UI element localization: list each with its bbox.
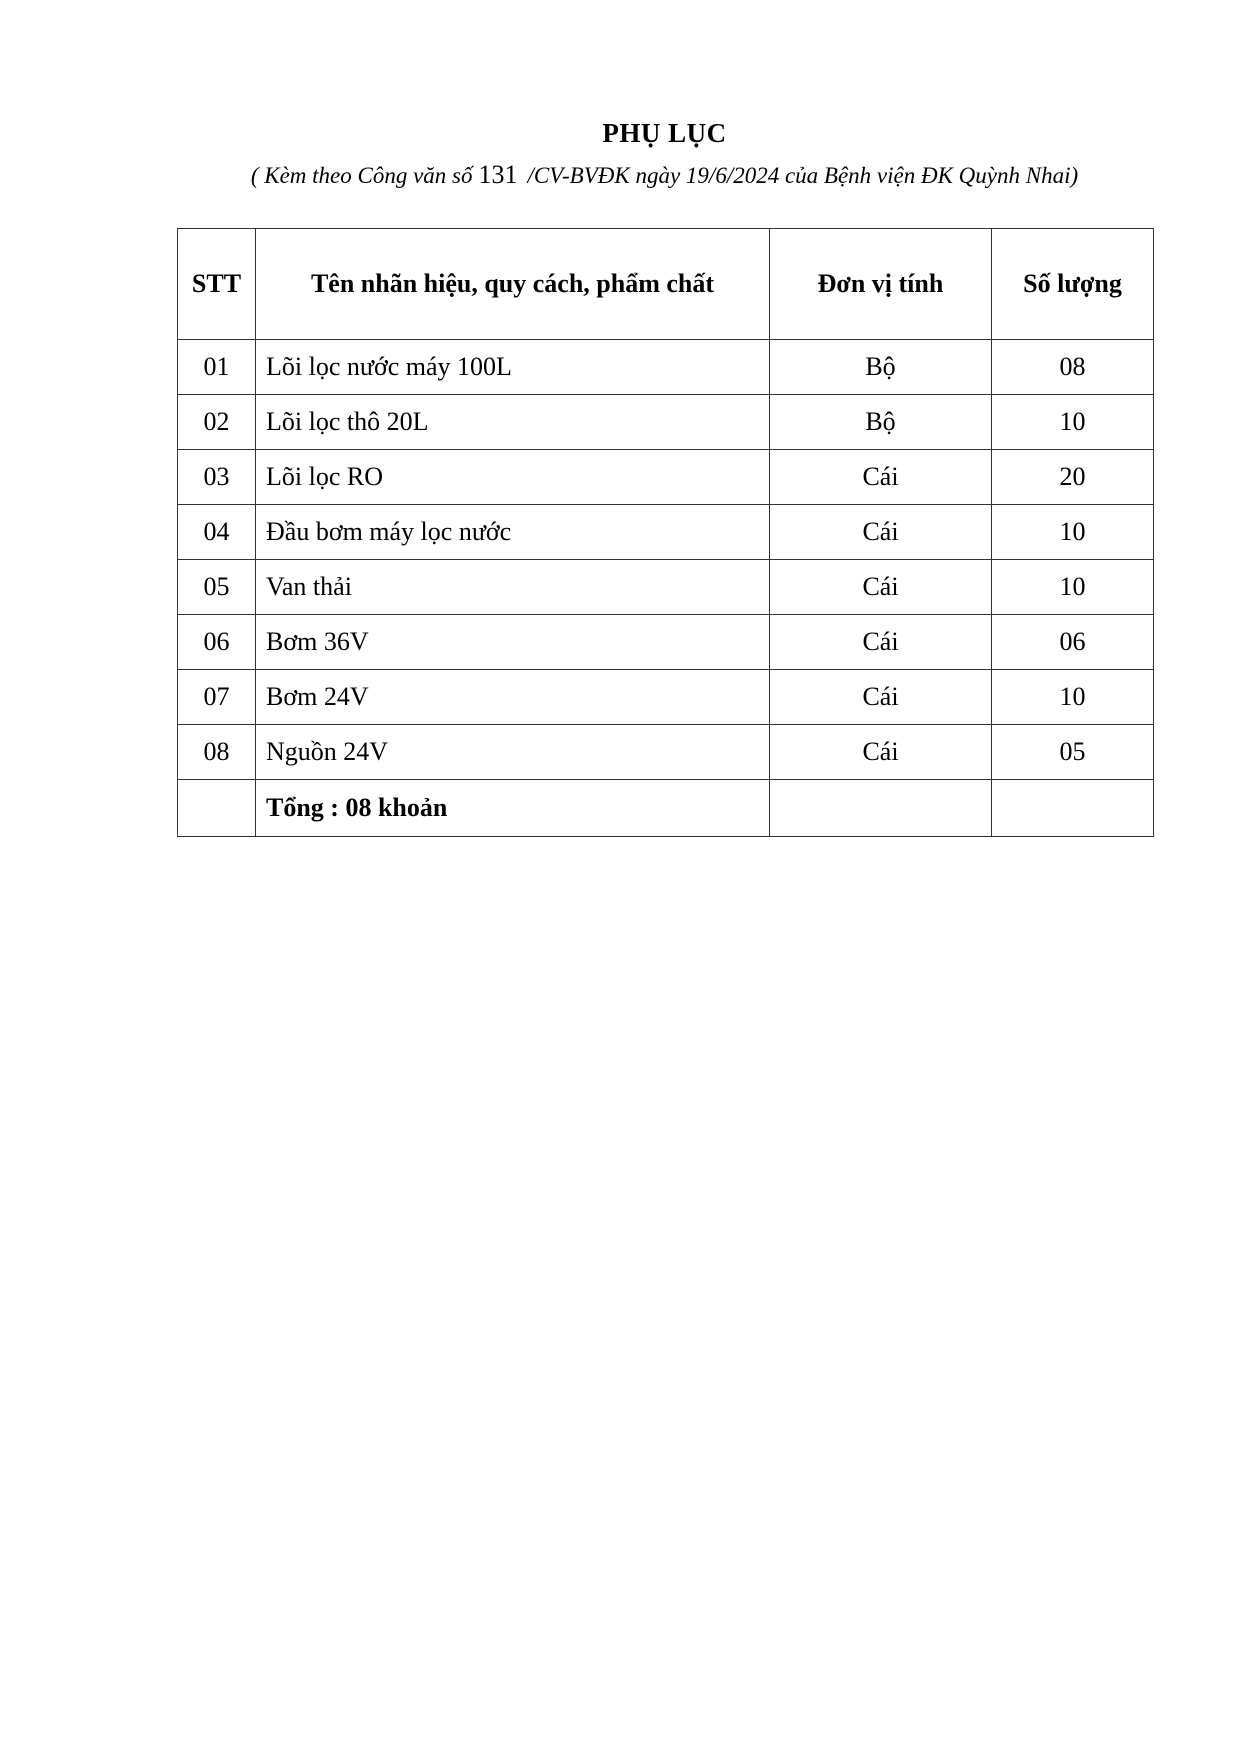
cell-unit: Bộ [770,340,992,395]
table-row [178,450,1154,505]
cell-quantity: 10 [992,505,1154,560]
cell-name: Bơm 24V [256,670,770,725]
document-number: 131 [478,160,518,189]
cell-quantity-empty [992,780,1154,837]
table-row [178,615,1154,670]
cell-unit: Bộ [770,395,992,450]
subtitle-suffix: /CV-BVĐK ngày 19/6/2024 của Bệnh viện ĐK Quỳnh Nhai) [527,163,1079,188]
cell-unit: Cái [770,450,992,505]
page-title: PHỤ LỤC [602,118,727,148]
header-quantity: Số lượng [992,229,1154,340]
cell-stt-empty [178,780,256,837]
cell-unit: Cái [770,670,992,725]
cell-unit: Cái [770,560,992,615]
cell-quantity: 10 [992,395,1154,450]
table-row [178,725,1154,780]
cell-quantity: 20 [992,450,1154,505]
header-stt: STT [178,229,256,340]
cell-stt: 07 [178,670,256,725]
cell-stt: 01 [178,340,256,395]
subtitle-prefix: ( Kèm theo Công văn số [250,163,473,188]
cell-quantity: 10 [992,670,1154,725]
cell-unit: Cái [770,505,992,560]
total-label: Tổng : 08 khoản [256,780,770,837]
table-row [178,340,1154,395]
table-row [178,560,1154,615]
cell-stt: 08 [178,725,256,780]
cell-name: Lõi lọc nước máy 100L [256,340,770,395]
table-row [178,395,1154,450]
cell-quantity: 05 [992,725,1154,780]
cell-quantity: 08 [992,340,1154,395]
page-subtitle [0,160,1241,190]
cell-stt: 02 [178,395,256,450]
cell-name: Lõi lọc thô 20L [256,395,770,450]
cell-stt: 03 [178,450,256,505]
cell-unit-empty [770,780,992,837]
cell-name: Van thải [256,560,770,615]
cell-unit: Cái [770,615,992,670]
table-row [178,670,1154,725]
table-header-row [178,229,1154,340]
cell-stt: 06 [178,615,256,670]
appendix-table [177,228,1154,837]
cell-name: Đầu bơm máy lọc nước [256,505,770,560]
table-row [178,505,1154,560]
cell-name: Lõi lọc RO [256,450,770,505]
table-total-row [178,780,1154,837]
cell-quantity: 10 [992,560,1154,615]
cell-name: Bơm 36V [256,615,770,670]
cell-unit: Cái [770,725,992,780]
cell-stt: 05 [178,560,256,615]
header-unit: Đơn vị tính [770,229,992,340]
cell-stt: 04 [178,505,256,560]
header-name: Tên nhãn hiệu, quy cách, phẩm chất [256,229,770,340]
cell-quantity: 06 [992,615,1154,670]
cell-name: Nguồn 24V [256,725,770,780]
